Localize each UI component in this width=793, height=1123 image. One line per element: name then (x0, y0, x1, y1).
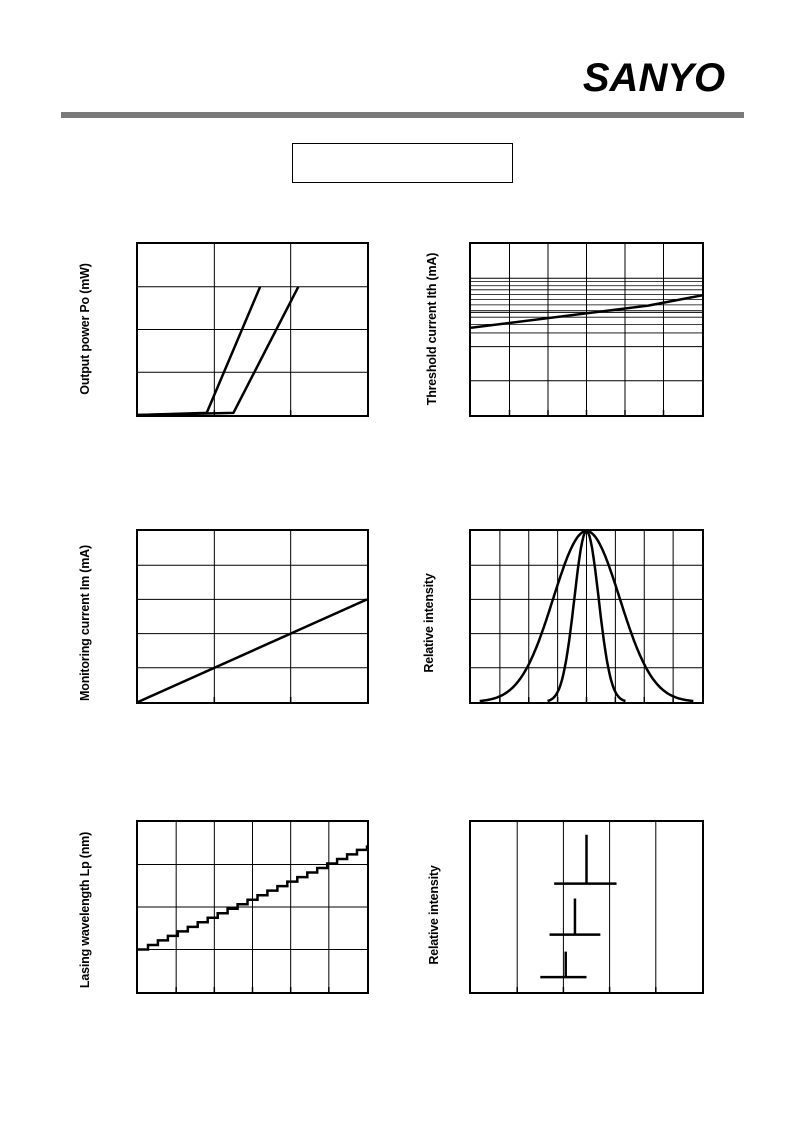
ylabel-threshold-current: Threshold current Ith (mA) (425, 252, 439, 406)
header-rule (61, 112, 744, 118)
sanyo-logo-text: SANYO (582, 56, 726, 98)
ylabel-far-field: Relative intensity (422, 573, 436, 673)
chart-output-power (136, 242, 369, 417)
chart-lasing-wavelength (136, 820, 369, 994)
output-power-svg (138, 244, 367, 415)
threshold-current-svg (471, 244, 702, 415)
chart-spectrum (469, 820, 704, 994)
chart-threshold-current (469, 242, 704, 417)
ylabel-lasing-wavelength: Lasing wavelength Lp (nm) (78, 831, 92, 989)
chart-monitoring-current (136, 529, 369, 704)
lasing-wavelength-svg (138, 822, 367, 992)
ylabel-output-power: Output power Po (mW) (78, 263, 92, 395)
output-power-series-curve-2 (138, 287, 298, 415)
monitoring-current-svg (138, 531, 367, 702)
far-field-svg (471, 531, 702, 702)
sanyo-logo (574, 54, 734, 98)
ylabel-monitoring-current: Monitoring current Im (mA) (78, 545, 92, 701)
ylabel-spectrum: Relative intensity (427, 865, 441, 965)
spectrum-svg (471, 822, 702, 992)
chart-far-field (469, 529, 704, 704)
monitoring-current-series-im (138, 599, 367, 702)
title-box (292, 143, 513, 183)
